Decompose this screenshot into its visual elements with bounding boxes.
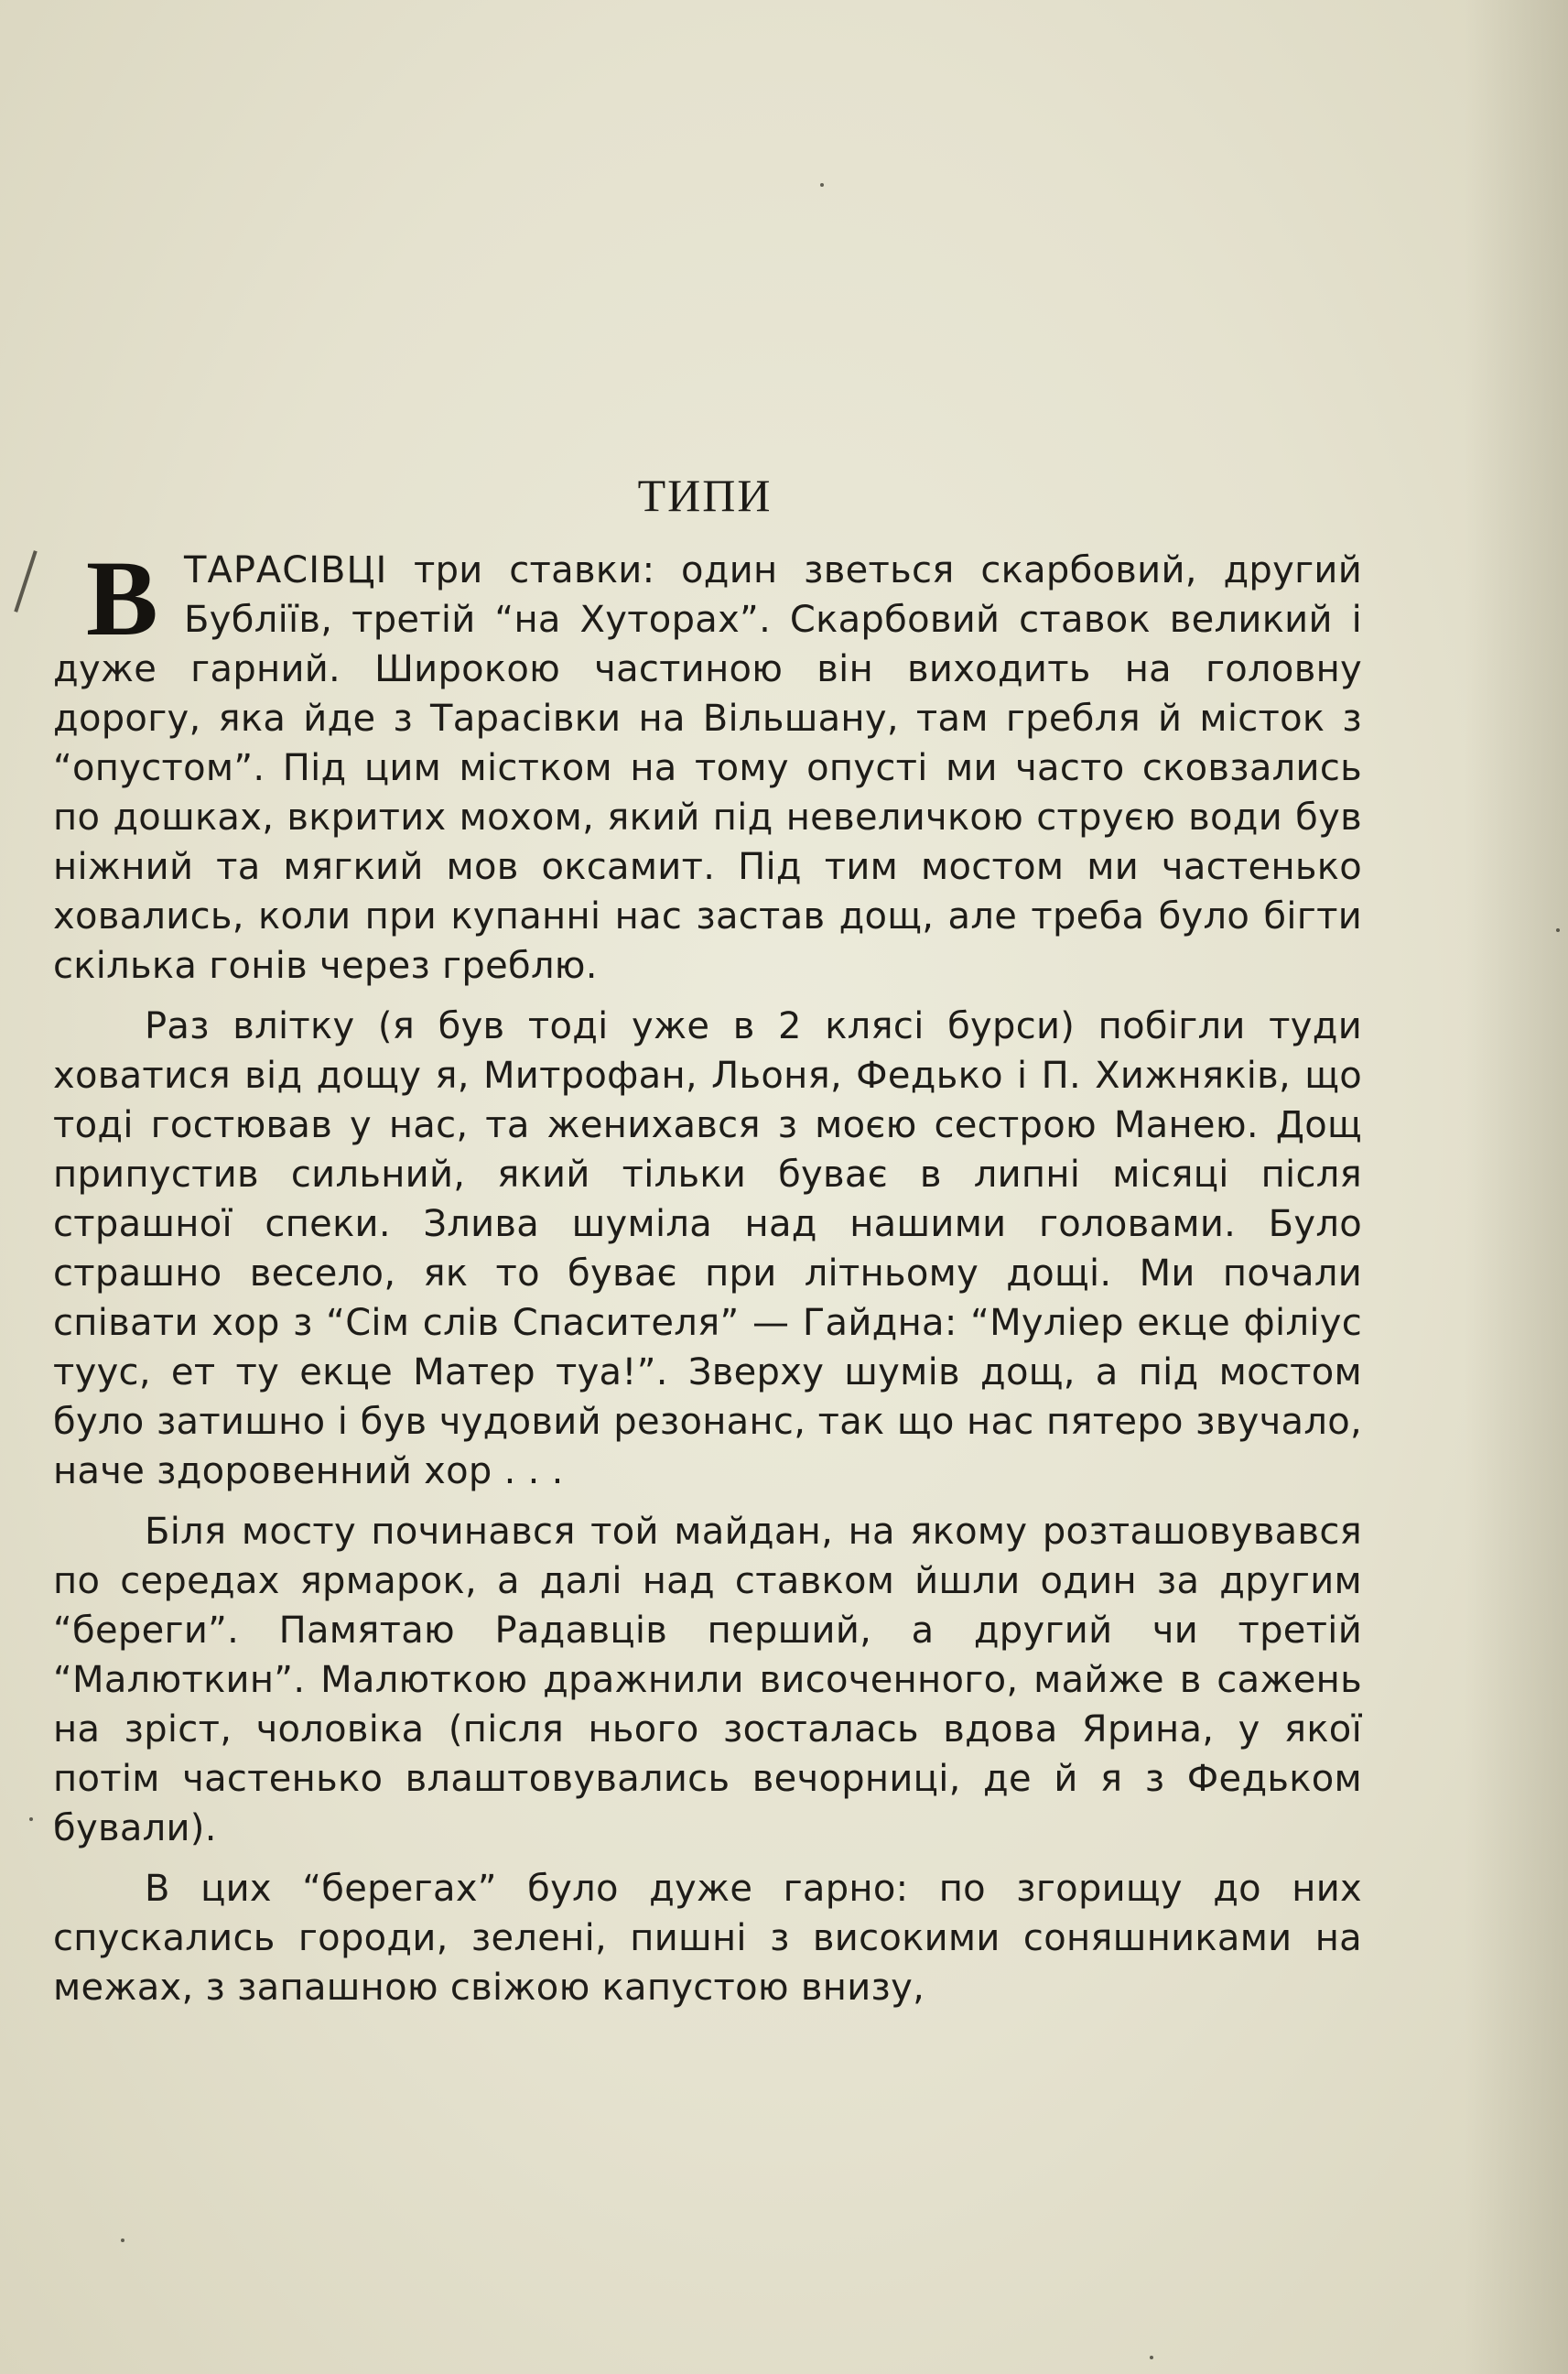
paragraph-4: В цих “берегах” було дуже гарно: по згорищу до них спускались городи, зелені, пишні з високими соняшниками на межах, з запашною свіжою капустою внизу, [53,1868,1362,2009]
body-text [53,538,1362,2023]
paper-speck [1150,2356,1153,2359]
paragraph-1-text: три ставки: один зветься скарбовий, другий Бубліїв, третій “на Хуторах”. Скарбовий ставок великий і дуже гарний. Широкою частиною він виходить на головну дорогу, яка йде з Тарасівки на Вільшану, там гребля й місток з “опустом”. Під цим містком на тому опусті ми часто сковзались по дошках, вкритих мохом, який під невеличкою струєю води був ніжний та мягкий мов оксамит. Під тим мостом ми частенько ховались, коли при купанні нас застав дощ, але треба було бігти скілька гонів через греблю. [53,549,1362,987]
lead-word: ТАРАСІВЦІ [184,549,388,591]
page-edge-shadow [1465,0,1568,2374]
drop-cap: В [86,538,159,658]
page-title: ТИПИ [637,470,773,521]
paragraph-2: Раз влітку (я був тоді уже в 2 клясі бурси) побігли туди ховатися від дощу я, Митрофан, Льоня, Федько і П. Хижняків, що тоді гостював у нас, та женихався з моєю сестрою Манею. Дощ припустив сильний, який тільки буває в липні місяці після страшної спеки. Злива шуміла над нашими головами. Було страшно весело, як то буває при літньому дощі. Ми почали співати хор з “Сім слів Спасителя” — Гайдна: “Муліер екце філіус туус, ет ту екце Матер туа!”. Зверху шумів дощ, а під мостом було затишно і був чудовий резонанс, так що нас пятеро звучало, наче здоровенний хор . . . [53,1005,1362,1492]
paragraph-1 [53,538,1362,991]
paper-speck [121,2238,124,2242]
paper-speck [29,1817,33,1821]
paper-speck [1556,928,1560,932]
paper-speck [820,183,824,187]
margin-mark [14,550,37,612]
paragraph-3: Біля мосту починався той майдан, на якому розташовувався по середах ярмарок, а далі над ставком йшли один за другим “береги”. Памятаю Радавців перший, а другий чи третій “Малюткин”. Малюткою дражнили височенного, майже в сажень на зріст, чоловіка (після нього зосталась вдова Ярина, у якої потім частенько влаштовувались вечорниці, де й я з Федьком бували). [53,1511,1362,1849]
